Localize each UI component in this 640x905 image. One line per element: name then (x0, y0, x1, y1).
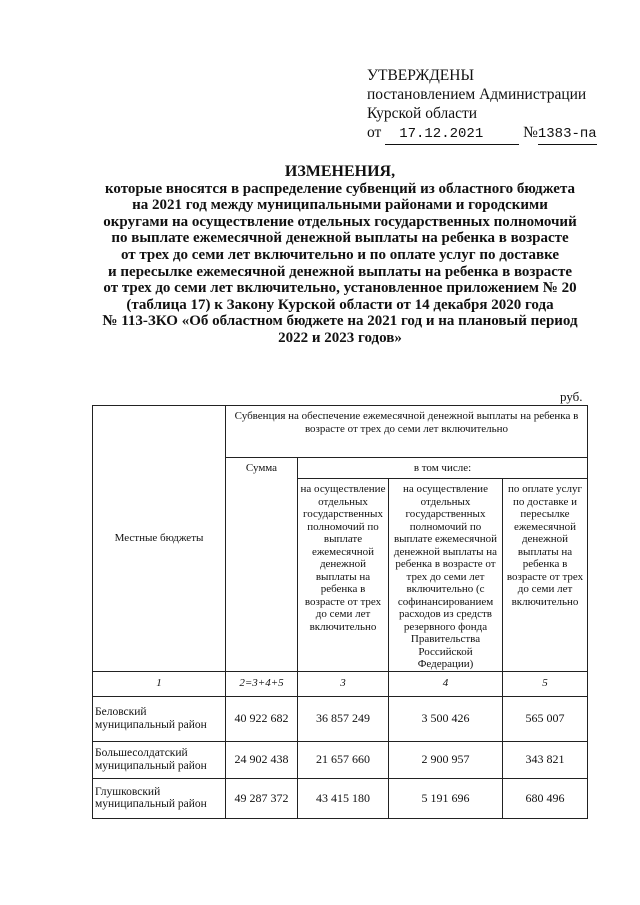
approval-heading: УТВЕРЖДЕНЫ (367, 67, 474, 84)
municipality-name: Беловский муниципальный район (93, 696, 226, 741)
title-line: на 2021 год между муниципальными районами и городскими (132, 197, 548, 214)
approval-line: постановлением Администрации (367, 86, 587, 103)
header-col5: по оплате услуг по доставке и пересылке ежемесячной денежной выплаты на ребенка в возрасте от трех до семи лет включительно (503, 479, 588, 672)
amount-cell: 565 007 (503, 696, 588, 741)
index-row (93, 671, 588, 696)
index-cell: 1 (93, 671, 226, 696)
amount-cell: 3 500 426 (389, 696, 503, 741)
title-line: и пересылке ежемесячной денежной выплаты на ребенка в возрасте (108, 263, 572, 280)
amount-cell: 2 900 957 (389, 741, 503, 778)
index-cell: 2=3+4+5 (226, 671, 298, 696)
approval-block (367, 66, 597, 145)
amount-cell: 36 857 249 (298, 696, 389, 741)
approval-date-line (367, 123, 597, 145)
index-cell: 3 (298, 671, 389, 696)
header-subvention: Субвенция на обеспечение ежемесячной денежной выплаты на ребенка в возрасте от трех до семи лет включительно (226, 406, 588, 458)
municipality-name: Большесолдатский муниципальный район (93, 741, 226, 778)
table-row (93, 696, 588, 741)
document-title (80, 164, 600, 347)
municipality-name: Глушковский муниципальный район (93, 778, 226, 818)
header-local-budgets: Местные бюджеты (93, 406, 226, 672)
title-heading: ИЗМЕНЕНИЯ, (284, 163, 396, 180)
title-line: округами на осуществление отдельных государственных полномочий (103, 213, 577, 230)
approval-date: 17.12.2021 (385, 125, 519, 145)
approval-line: Курской области (367, 105, 478, 122)
table-row (93, 778, 588, 818)
title-line: (таблица 17) к Закону Курской области от 14 декабря 2020 года (126, 296, 554, 313)
index-cell: 4 (389, 671, 503, 696)
amount-cell: 49 287 372 (226, 778, 298, 818)
title-line: от трех до семи лет включительно и по оплате услуг по доставке (120, 246, 560, 263)
unit-label: руб. (560, 389, 583, 404)
header-col4: на осуществление отдельных государственных полномочий по выплате ежемесячной денежной выплаты на ребенка в возрасте от трех до семи лет включительно (с софинансированием расходов из средств резервного фонда Правительства Российской Федерации) (389, 479, 503, 672)
amount-cell: 343 821 (503, 741, 588, 778)
date-prefix: от (367, 124, 382, 141)
title-line: 2022 и 2023 годов» (278, 329, 402, 346)
title-line: № 113-ЗКО «Об областном бюджете на 2021 год и на плановый период (102, 313, 578, 330)
header-including: в том числе: (298, 458, 588, 479)
table-row (93, 741, 588, 778)
amount-cell: 24 902 438 (226, 741, 298, 778)
number-prefix: № (523, 124, 538, 141)
title-line: которые вносятся в распределение субвенций из областного бюджета (104, 180, 576, 197)
amount-cell: 40 922 682 (226, 696, 298, 741)
index-cell: 5 (503, 671, 588, 696)
header-col3: на осуществление отдельных государственных полномочий по выплате ежемесячной денежной выплаты на ребенка в возрасте от трех до семи лет включительно (298, 479, 389, 672)
amount-cell: 21 657 660 (298, 741, 389, 778)
title-line: по выплате ежемесячной денежной выплаты на ребенка в возрасте (111, 230, 569, 247)
header-sum: Сумма (226, 458, 298, 672)
approval-number: 1383-па (538, 125, 597, 145)
amount-cell: 680 496 (503, 778, 588, 818)
title-line: от трех до семи лет включительно, установленное приложением № 20 (103, 280, 577, 297)
amount-cell: 5 191 696 (389, 778, 503, 818)
subvention-table (92, 405, 588, 819)
amount-cell: 43 415 180 (298, 778, 389, 818)
